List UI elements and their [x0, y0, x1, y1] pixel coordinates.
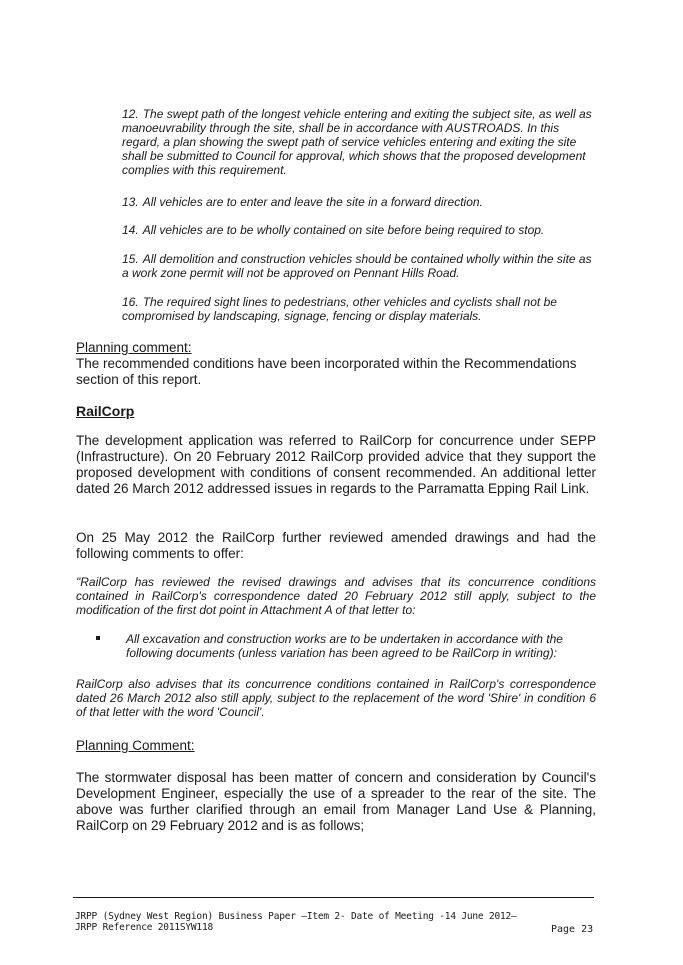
footer-line-1: JRPP (Sydney West Region) Business Paper –Item 2- Date of Meeting -14 June 2012– — [75, 911, 517, 922]
railcorp-bullet-item — [96, 632, 596, 660]
planning-comment-text-2: The stormwater disposal has been matter of concern and consideration by Council's Development Engineer, especially the use of a spreader to the rear of the site. The above was further clarified through an email from Manager Land Use & Planning, RailCorp on 29 February 2012 and is as follows; — [76, 770, 596, 833]
railcorp-bullet-text: All excavation and construction works are to be undertaken in accordance with the following documents (unless variation has been agreed to be RailCorp in writing): — [126, 632, 563, 660]
planning-comment-text-1: The recommended conditions have been incorporated within the Recommendations section of this report. — [76, 356, 577, 387]
railcorp-section-title: RailCorp — [76, 403, 135, 419]
railcorp-quote-2: RailCorp also advises that its concurrence conditions contained in RailCorp's correspondence dated 26 March 2012 also still apply, subject to the replacement of the word 'Shire' in condition 6 of that letter with the word 'Council'. — [76, 677, 596, 719]
condition-15: 15. All demolition and construction vehicles should be contained wholly within the site as a work zone permit will not be approved on Pennant Hills Road. — [122, 252, 592, 280]
condition-12: 12. The swept path of the longest vehicle entering and exiting the subject site, as well as manoeuvrability through the site, shall be in accordance with AUSTROADS. In this regard, a plan showing the swept path of service vehicles entering and exiting the site shall be submitted to Council for approval, which shows that the proposed development complies with this requirement. — [122, 107, 592, 177]
planning-comment-heading-2: Planning Comment: — [76, 738, 195, 753]
condition-14: 14. All vehicles are to be wholly contained on site before being required to stop. — [122, 223, 545, 237]
page-number: Page 23 — [551, 924, 594, 935]
condition-13: 13. All vehicles are to enter and leave the site in a forward direction. — [122, 195, 483, 209]
footer-line-2: JRPP Reference 2011SYW118 — [75, 922, 213, 933]
railcorp-quote-1: "RailCorp has reviewed the revised drawings and advises that its concurrence conditions contained in RailCorp's correspondence dated 20 February 2012 still apply, subject to the modification of the first dot point in Attachment A of that letter to: — [76, 575, 596, 617]
planning-comment-heading-1: Planning comment: — [76, 340, 192, 355]
railcorp-paragraph-1: The development application was referred to RailCorp for concurrence under SEPP (Infrastructure). On 20 February 2012 RailCorp provided advice that they support the proposed development with conditions of consent recommended. An additional letter dated 26 March 2012 addressed issues in regards to the Parramatta Epping Rail Link. — [76, 433, 596, 496]
footer-divider — [73, 897, 594, 898]
railcorp-paragraph-2: On 25 May 2012 the RailCorp further reviewed amended drawings and had the following comments to offer: — [76, 530, 596, 561]
bullet-icon — [96, 636, 100, 640]
condition-16: 16. The required sight lines to pedestrians, other vehicles and cyclists shall not be compromised by landscaping, signage, fencing or display materials. — [122, 295, 557, 323]
